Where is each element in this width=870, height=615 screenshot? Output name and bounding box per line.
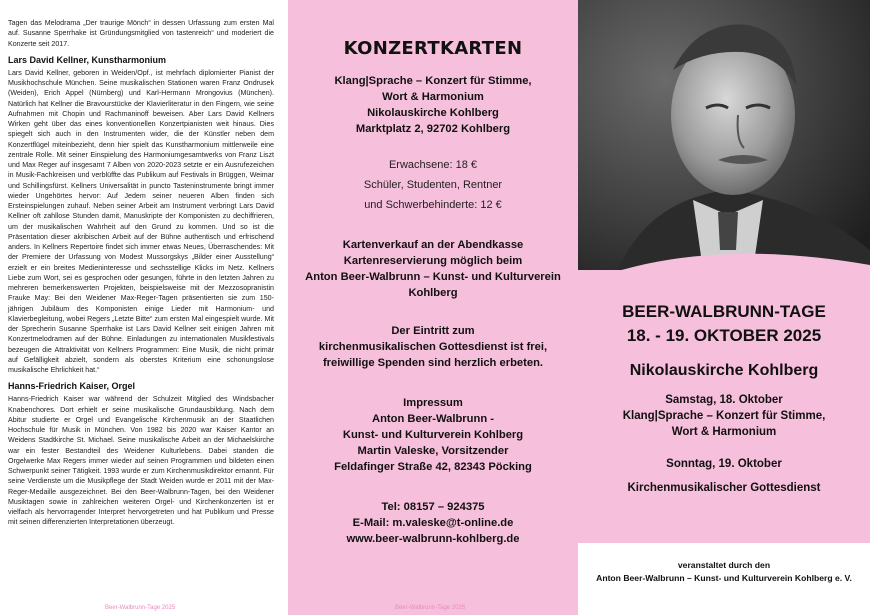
portrait-illustration	[578, 0, 870, 270]
left-panel	[0, 0, 288, 615]
entry-line: kirchenmusikalischen Gottesdienst ist frei,	[318, 341, 548, 353]
concert-line: Klang|Sprache – Konzert für Stimme,	[334, 75, 532, 87]
imprint-line: Feldafinger Straße 42, 82343 Pöcking	[334, 461, 532, 473]
website-line: www.beer-walbrunn-kohlberg.de	[346, 533, 520, 545]
sunday-line: Sonntag, 19. Oktober	[666, 458, 782, 470]
festival-dates: 18. - 19. OKTOBER 2025	[626, 326, 822, 345]
saturday-line: Samstag, 18. Oktober	[665, 394, 783, 406]
concert-line: Wort & Harmonium	[382, 91, 484, 103]
sunday-line: Kirchenmusikalischer Gottesdienst	[627, 482, 821, 494]
imprint-line: Martin Valeske, Vorsitzender	[357, 445, 509, 457]
entry-line: freiwillige Spenden sind herzlich erbeten.	[322, 357, 544, 369]
curve-divider	[578, 245, 870, 285]
festival-title: BEER-WALBRUNN-TAGE	[622, 302, 826, 321]
mid-page-footer: Beer-Walbrunn-Tage 2025	[395, 605, 466, 611]
intro-text: Tagen das Melodrama „Der traurige Mönch“ in dessen Urfassung zum ersten Mal auf. Susanne Sperrhake ist Gründungsmitglied von tastenreich“ und moderiert die Konzerte seit 2017.	[8, 19, 274, 48]
sale-line: Anton Beer-Walbrunn – Kunst- und Kulturverein	[305, 271, 561, 283]
organizer-line: Anton Beer-Walbrunn – Kunst- und Kulturverein Kohlberg e. V.	[596, 573, 852, 583]
saturday-line: Wort & Harmonium	[671, 426, 777, 438]
price-line: und Schwerbehinderte: 12 €	[364, 199, 502, 211]
kellner-bio: Lars David Kellner, geboren in Weiden/Opf., ist mehrfach diplomierter Pianist der Musikhochschule München. Seine musikalischen Stationen waren Franz Ondrusek (Weiden), Erich Appel (Nürnberg) und Karl-Hermann Mrongovius (München). Natürlich hat Kellner die Bravourstücke der Klavierliteratur in den Fingern, wie seine Aufnahmen mit Chopin und Rachmaninoff beweisen. Aber Lars David Kellners Wirken geht über das eines konventionellen Konzertpianisten weit hinaus. Dies spiegelt sich auch in den Instrumenten wider, die der Künstler neben dem Konzertflügel miteinbezieht, denn hier spielt das Kunstharmonium mittlerweile eine zentrale Rolle. Mit seiner Einspielung des Harmoniumgesamtwerks von Franz Liszt und Max Reger auf insgesamt 7 Alben von 2020-2023 setzte er ein Ausrufezeichen in Musik-Fachkreisen und verblüffte das Publikum auf Festivals in Brüggen, Weimar und Schillingsfürst. Kellners Universalität in puncto Tasteninstrumente bringt immer wieder Ungehörtes hervor: Auf Jedem seiner neueren Alben finden sich Ersteinspielungen zuhauf. Neben seiner Arbeit am Instrument verbringt Lars David Kellner oft zahllose Stunden damit, Manuskripte der Komponisten zu dechiffrieren, um der musikalischen Wahrheit auf den Grund zu kommen. Und so ist die Präsentation dieser akribischen Arbeit auf der Bühne authentisch und erfrischend anders. In Kellners Repertoire findet sich immer etwas Neues, Überraschendes: Mit der Premiere der Urfassung von Modest Mussorgskys „Bilder einer Ausstellung“ erzielt er ein breites Medieninteresse und sechsstellige Klicks im Netz. Kellners Liebe zum Wort, sei es gesprochen oder gesungen, führte in den letzten Jahren zu mehreren bemerkenswerten Projekten, beispielsweise mit der Mezzosopranistin Frauke May: Bei den Weidener Max-Reger-Tagen präsentierten sie zum 150-jährigen Jubiläum des Komponisten einige Lieder mit Harmonium- und Klavierbegleitung, wobei Regers „Letzte Bitte“ zum ersten Mal eingespielt wurde. Mit der Sprecherin Susanne Sperrhake ist Lars David Kellner seit einigen Jahren mit Konzertmelodramen auf der Bühne. Einladungen zu internationalen Musikfestivals bezeugen die Attraktivität von Kellners Programmen: Eine Musik, die nicht primär auf Gefälligkeit abzielt, sondern als oberstes Kriterium eine schonungslose musikalische Ehrlichkeit hat.“	[8, 68, 274, 374]
email-line: E-Mail: m.valeske@t-online.de	[352, 517, 514, 529]
concert-line: Marktplatz 2, 92702 Kohlberg	[355, 123, 511, 135]
kaiser-bio: Hanns-Friedrich Kaiser war während der Schulzeit Mitglied des Windsbacher Knabenchores. Dort erhielt er seine musikalische Grundausbildung. Nach dem Abitur studierte er Orgel und Evangelische Kirchenmusik an der Staatlichen Hochschule für Musik in München. Von 1982 bis 2020 war Kaiser Kantor an Weidens Stadtkirche St. Michael. Seine musikalische Arbeit an der Michaelskirche war ein fester Bestandteil des Weidener Kulturlebens. Dabei standen die Orgelwerke Max Regers immer wieder auf seinen Programmen und bildeten einen Schwerpunkt seiner Tätigkeit. 1993 wurde er zum Kirchenmusikdirektor ernannt. Für seine Verdienste um die Musikpflege der Stadt Weiden wurde er 2011 mit der Max-Reger-Medaille ausgezeichnet. Bei den Beer-Walbrunn-Tagen, bei den Weidener Musiktagen sowie in zahlreichen weiteren Orgel- und Kirchenkonzerten ist er vielfach als hervorragender Interpret hervorgetreten und hat Publikum und Presse mit seinen differenzierten Interpretationen überzeugt.	[8, 395, 274, 527]
sale-line: Kartenverkauf an der Abendkasse	[342, 239, 524, 251]
left-page-footer: Beer-Walbrunn-Tage 2025	[105, 605, 176, 611]
imprint-line: Kunst- und Kulturverein Kohlberg	[342, 429, 524, 441]
organizer-box	[578, 543, 870, 615]
kaiser-heading: Hanns-Friedrich Kaiser, Orgel	[8, 381, 136, 392]
portrait-photo	[578, 0, 870, 270]
price-line: Schüler, Studenten, Rentner	[363, 179, 503, 191]
sale-line: Kartenreservierung möglich beim	[343, 255, 523, 267]
organizer-line: veranstaltet durch den	[677, 560, 771, 570]
entry-line: Der Eintritt zum	[391, 325, 475, 337]
imprint-line: Anton Beer-Walbrunn -	[371, 413, 494, 425]
price-line: Erwachsene: 18 €	[388, 159, 478, 171]
tickets-title: KONZERTKARTEN	[343, 38, 523, 59]
sale-line: Kohlberg	[408, 287, 458, 299]
right-panel	[578, 0, 870, 615]
middle-panel	[288, 0, 578, 615]
phone-line: Tel: 08157 – 924375	[381, 501, 485, 513]
saturday-line: Klang|Sprache – Konzert für Stimme,	[622, 410, 826, 422]
kellner-heading: Lars David Kellner, Kunstharmonium	[8, 54, 167, 65]
concert-line: Nikolauskirche Kohlberg	[367, 107, 499, 119]
imprint-line: Impressum	[403, 397, 463, 409]
venue-title: Nikolauskirche Kohlberg	[629, 362, 819, 379]
